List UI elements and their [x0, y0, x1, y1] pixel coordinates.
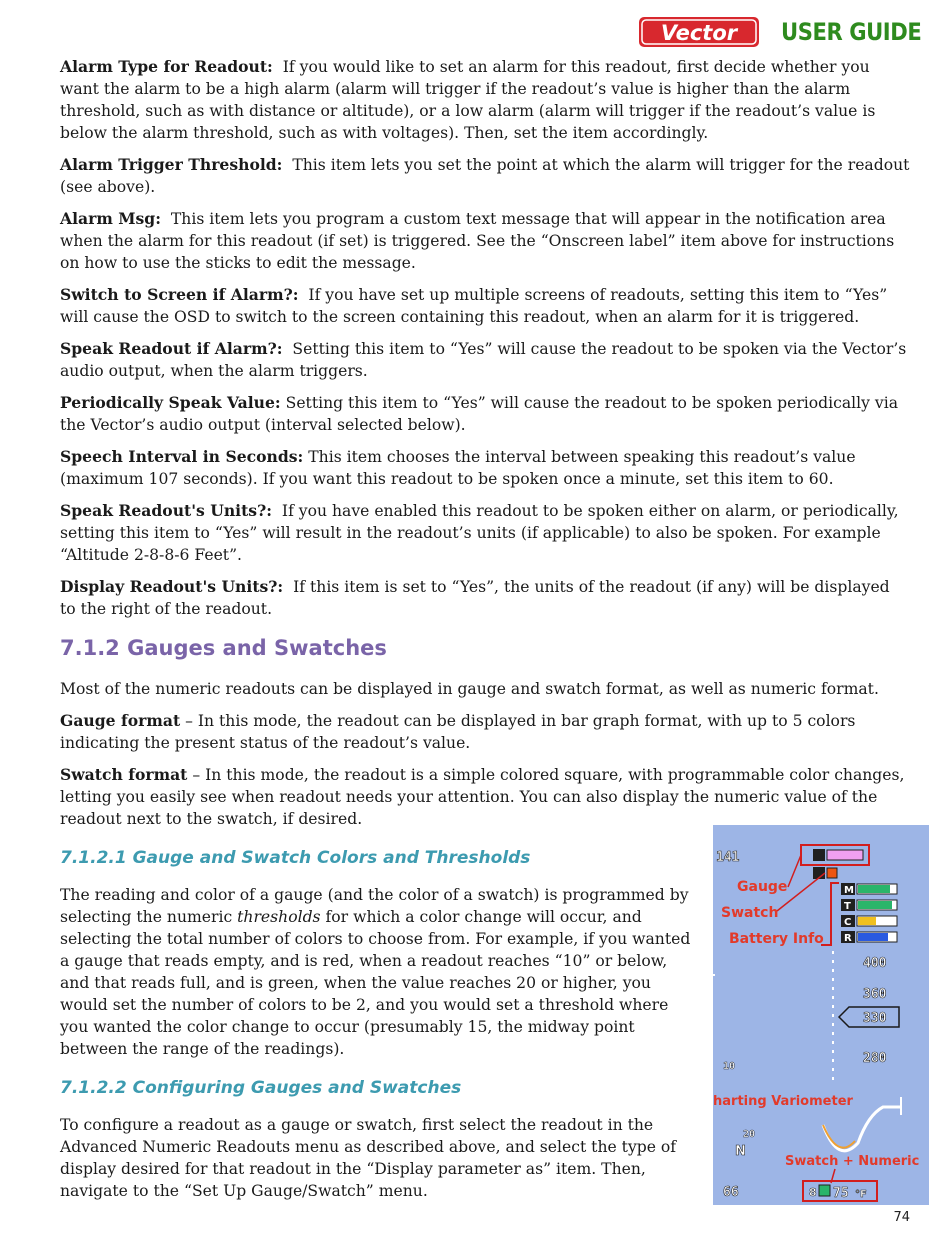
osd-scale-330: 330 — [863, 1011, 887, 1026]
osd-top-left-readout: 141 — [716, 850, 740, 865]
item-periodic-speak: Periodically Speak Value: Setting this item to “Yes” will cause the readout to be spoken periodically via the Vector’s audio output (interval selected below). — [60, 393, 898, 434]
osd-vario-label: harting Variometer — [713, 1094, 853, 1109]
swatch-format-para: Swatch format – In this mode, the readout is a simple colored square, with programmable color changes, letting you easily see when readout needs your attention. You can also display the numeric value of the readout next to the swatch, if desired. — [60, 765, 905, 828]
subsection-heading-1: 7.1.2.1 Gauge and Swatch Colors and Thresholds — [60, 848, 531, 868]
osd-swatch-label: Swatch — [721, 905, 779, 921]
svg-text:Vector: Vector — [660, 21, 737, 45]
item-alarm-threshold: Alarm Trigger Threshold: This item lets you set the point at which the alarm will trigger for the readout (see above). — [60, 155, 910, 196]
osd-scale-400: 400 — [863, 956, 887, 971]
item-alarm-msg: Alarm Msg: This item lets you program a custom text message that will appear in the notification area when the alarm for this readout (if set) is triggered. See the “Onscreen label” item above for instructions on how to use the sticks to edit the message. — [60, 209, 895, 272]
item-alarm-type: Alarm Type for Readout: If you would like to set an alarm for this readout, first decide whether you want the alarm to be a high alarm (alarm will trigger if the readout’s value is higher than the alarm threshold, such as with distance or altitude), or a low alarm (alarm will trigger if the readout’s value is below the alarm threshold, such as with voltages). Then, set the item accordingly. — [60, 57, 876, 142]
osd-bottom-value: 75 — [833, 1186, 849, 1201]
osd-bottom-unit: °F — [855, 1189, 867, 1200]
item-display-units: Display Readout's Units?: If this item is set to “Yes”, the units of the readout (if any) will be displayed to the right of the readout. — [60, 577, 890, 618]
svg-text:R: R — [844, 933, 852, 944]
osd-vario-value: 20 — [743, 1129, 756, 1140]
osd-battery-label: Battery Info — [729, 931, 824, 947]
item-speak-alarm: Speak Readout if Alarm?: Setting this item to “Yes” will cause the readout to be spoken via the Vector’s audio output, when the alarm triggers. — [60, 339, 907, 380]
osd-scale-360: 360 — [863, 987, 887, 1002]
osd-gauge-label: Gauge — [737, 879, 788, 895]
page-header — [637, 12, 940, 52]
item-speak-units: Speak Readout's Units?: If you have enabled this readout to be spoken either on alarm, or periodically, setting this item to “Yes” will result in the readout’s units (if applicable) to also be spoken. For example “Altitude 2-8-8-6 Feet”. — [60, 501, 899, 564]
osd-illustration — [713, 825, 929, 1205]
osd-n-label: N — [735, 1144, 746, 1159]
item-speech-interval: Speech Interval in Seconds: This item chooses the interval between speaking this readout’s value (maximum 107 seconds). If you want this readout to be spoken once a minute, set this item to 60. — [60, 447, 856, 488]
osd-scale-280: 280 — [863, 1051, 887, 1066]
osd-screenshot — [713, 825, 929, 1205]
subsection-heading-2: 7.1.2.2 Configuring Gauges and Swatches — [60, 1078, 462, 1098]
osd-bottom-digit: 8 — [809, 1186, 817, 1199]
svg-text:T: T — [844, 901, 851, 912]
item-switch-screen: Switch to Screen if Alarm?: If you have set up multiple screens of readouts, setting this item to “Yes” will cause the OSD to switch to the screen containing this readout, when an alarm for it is triggered. — [60, 285, 888, 326]
osd-swatch-numeric-label: Swatch + Numeric — [785, 1154, 920, 1169]
svg-text:M: M — [844, 885, 854, 896]
svg-text:C: C — [844, 917, 852, 928]
thresholds-para: The reading and color of a gauge (and the color of a swatch) is programmed by selecting the numeric thresholds for which a color change will occur, and selecting the total number of colors to choose from. For example, if you wanted a gauge that reads empty, and is red, when a readout reaches “10” or below, and that reads full, and is green, when the value reaches 20 or higher, you would set the number of colors to be 2, and you would set a threshold where you wanted the color change to occur (presumably 15, the midway point between the range of the readings). — [60, 886, 691, 1058]
page-number: 74 — [893, 1210, 910, 1225]
osd-left-small: 10 — [723, 1061, 736, 1072]
vector-logo — [637, 13, 761, 51]
section-intro: Most of the numeric readouts can be displayed in gauge and swatch format, as well as numeric format. — [60, 680, 879, 698]
section-heading: 7.1.2 Gauges and Swatches — [60, 636, 387, 660]
configure-para: To configure a readout as a gauge or swatch, first select the readout in the Advanced Numeric Readouts menu as described above, and select the type of display desired for that readout in the “Display parameter as” item. Then, navigate to the “Set Up Gauge/Swatch” menu. — [60, 1116, 677, 1200]
user-guide-label: USER GUIDE — [780, 18, 921, 46]
gauge-format-para: Gauge format – In this mode, the readout can be displayed in bar graph format, with up to 5 colors indicating the present status of the readout’s value. — [60, 711, 856, 752]
osd-bottom-left-readout: 66 — [723, 1185, 739, 1200]
